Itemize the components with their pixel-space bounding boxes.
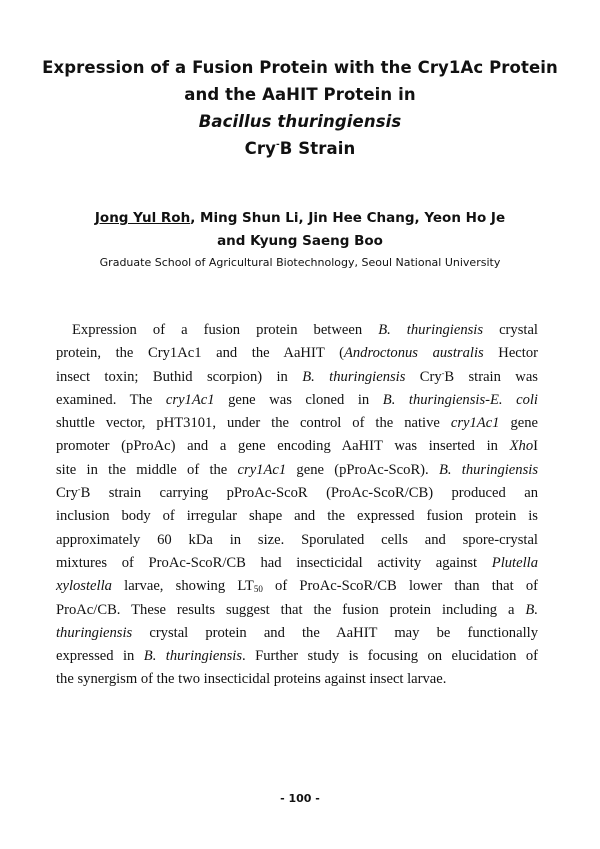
abstract-line: shuttle vector, pHT3101, under the control of the native cry1Ac1 gene <box>56 415 538 432</box>
title-line-1: Expression of a Fusion Protein with the Cry1Ac Protein <box>42 58 558 77</box>
abstract-line: insect toxin; Buthid scorpion) in B. thuringiensis Cry-B strain was <box>56 368 538 385</box>
abstract-line: Cry-B strain carrying pProAc-ScoR (ProAc-ScoR/CB) produced an <box>56 485 538 502</box>
abstract-line: xylostella larvae, showing $LT_{50}$ of ProAc-ScoR/CB lower than that of <box>56 578 538 595</box>
presenting-author: Jong Yul Roh <box>94 210 191 226</box>
page-number: - 100 - <box>280 792 320 805</box>
title-line-2: and the AaHIT Protein in <box>184 85 416 104</box>
abstract-line: inclusion body of irregular shape and the expressed fusion protein is <box>56 508 538 525</box>
title-line-4 <box>30 135 570 162</box>
abstract-line: expressed in B. thuringiensis. Further study is focusing on elucidation of <box>56 648 538 665</box>
abstract-line: mixtures of ProAc-ScoR/CB had insecticidal activity against Plutella <box>56 554 538 571</box>
affiliation: Graduate School of Agricultural Biotechnology, Seoul National University <box>99 256 501 269</box>
title-cry: Cry <box>244 139 276 158</box>
abstract-line: ProAc/CB. These results suggest that the fusion protein including a B. <box>56 601 538 618</box>
title-superscript: - <box>275 139 280 150</box>
abstract-line: examined. The cry1Ac1 gene was cloned in B. thuringiensis-E. coli <box>56 391 538 408</box>
authors-line-2: and Kyung Saeng Boo <box>217 233 383 249</box>
title-strain: B Strain <box>279 139 356 158</box>
title-line-3: Bacillus thuringiensis <box>198 112 402 131</box>
abstract-line: promoter (pProAc) and a gene encoding AaHIT was inserted in XhoI <box>56 438 538 455</box>
abstract-line: Expression of a fusion protein between B. thuringiensis crystal <box>72 322 538 338</box>
paper-title <box>30 54 570 162</box>
authors-line-1 <box>30 207 570 230</box>
abstract-line: protein, the Cry1Ac1 and the AaHIT (Androctonus australis Hector <box>56 345 538 362</box>
abstract-line: approximately 60 kDa in size. Sporulated cells and spore-crystal <box>56 531 538 548</box>
abstract-line: thuringiensis crystal protein and the AaHIT may be functionally <box>56 624 538 641</box>
abstract-body <box>56 319 538 692</box>
author-list <box>30 207 570 253</box>
abstract-line: site in the middle of the cry1Ac1 gene (pProAc-ScoR). B. thuringiensis <box>56 461 538 478</box>
abstract-line: the synergism of the two insecticidal proteins against insect larvae. <box>56 671 447 688</box>
co-authors: , Ming Shun Li, Jin Hee Chang, Yeon Ho Je <box>190 210 506 226</box>
